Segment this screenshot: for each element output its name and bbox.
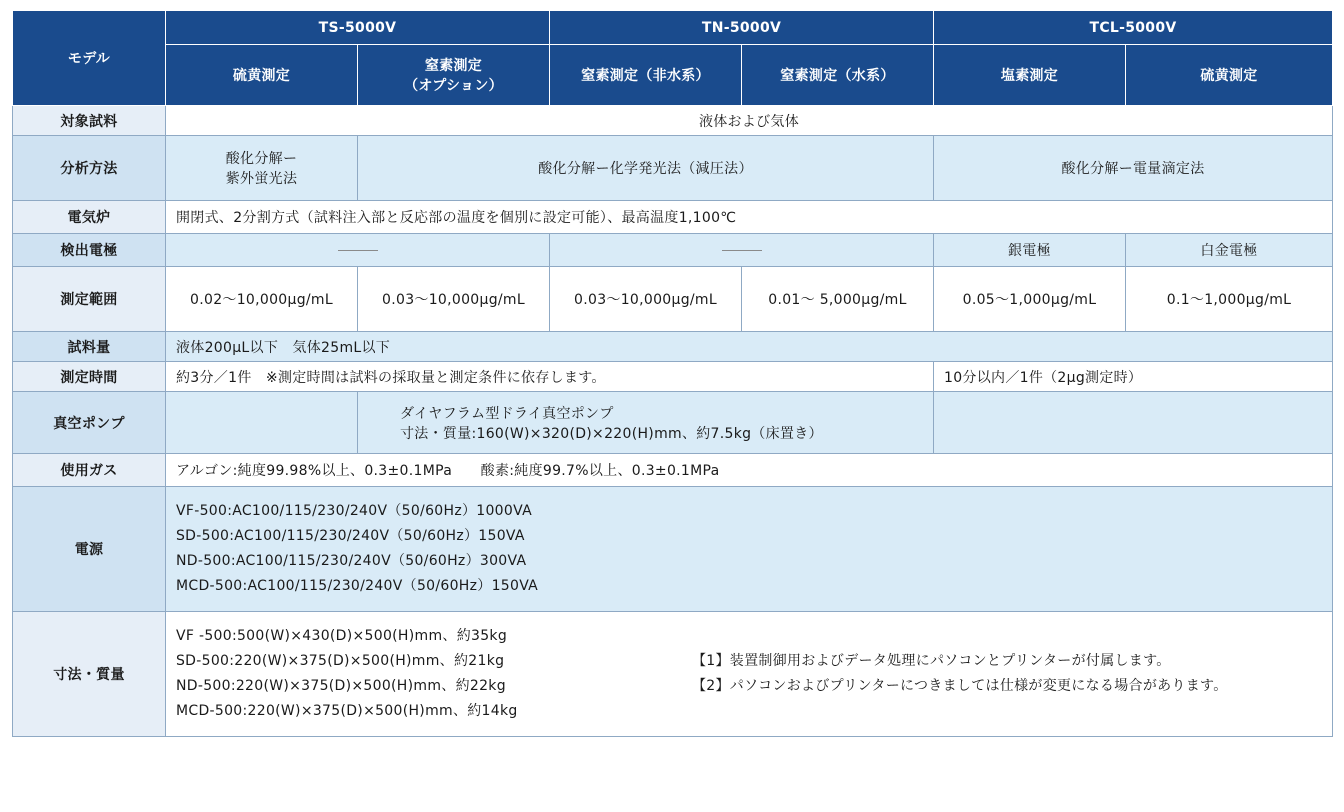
label-sample: 対象試料 (13, 106, 166, 136)
mode-ts-sulfur: 硫黄測定 (166, 45, 358, 106)
row-furnace (13, 201, 1333, 234)
size-line: SD-500:220(W)×375(D)×500(H)mm、約21kg (176, 653, 505, 669)
label-power: 電源 (13, 487, 166, 612)
label-range: 測定範囲 (13, 267, 166, 332)
row-time (13, 362, 1333, 392)
mode-tcl-sulfur: 硫黄測定 (1126, 45, 1333, 106)
method-ts-line2: 紫外蛍光法 (225, 171, 298, 187)
power-line: ND-500:AC100/115/230/240V（50/60Hz）300VA (176, 553, 527, 569)
spec-table-container (12, 10, 1332, 737)
pump-line1: ダイヤフラム型ドライ真空ポンプ (400, 405, 614, 422)
pump-line2: 寸法・質量:160(W)×320(D)×220(H)mm、約7.5kg（床置き） (400, 425, 823, 442)
value-range-tn-nonaqueous: 0.03～10,000μg/mL (550, 267, 742, 332)
label-gas: 使用ガス (13, 454, 166, 487)
value-range-ts-sulfur: 0.02～10,000μg/mL (166, 267, 358, 332)
row-power (13, 487, 1333, 612)
mode-ts-nitrogen-line1: 窒素測定 (424, 58, 483, 74)
value-range-tn-aqueous: 0.01～ 5,000μg/mL (742, 267, 934, 332)
label-pump: 真空ポンプ (13, 392, 166, 454)
row-range (13, 267, 1333, 332)
label-method: 分析方法 (13, 136, 166, 201)
size-line: MCD-500:220(W)×375(D)×500(H)mm、約14kg (176, 703, 518, 719)
value-electrode-ts (166, 234, 550, 267)
value-method-tn: 酸化分解ー化学発光法（減圧法） (358, 136, 934, 201)
value-size (166, 612, 742, 737)
dash-line (338, 250, 378, 251)
power-line: MCD-500:AC100/115/230/240V（50/60Hz）150VA (176, 578, 539, 594)
dash-line (722, 250, 762, 251)
value-amount: 液体200μL以下 気体25mL以下 (166, 332, 1333, 362)
value-pump-blank (166, 392, 358, 454)
mode-tn-aqueous: 窒素測定（水系） (742, 45, 934, 106)
spec-table (12, 10, 1333, 737)
value-time: 約3分／1件 ※測定時間は試料の採取量と測定条件に依存します。 (166, 362, 934, 392)
value-pump-tcl-blank (934, 392, 1333, 454)
value-method-ts (166, 136, 358, 201)
size-notes (692, 612, 1333, 737)
value-sample: 液体および気体 (166, 106, 1333, 136)
row-gas (13, 454, 1333, 487)
value-time-tcl: 10分以内／1件（2μg測定時） (934, 362, 1333, 392)
value-method-tcl: 酸化分解ー電量滴定法 (934, 136, 1333, 201)
value-electrode-silver: 銀電極 (934, 234, 1126, 267)
model-header-label: モデル (13, 11, 166, 106)
value-pump (358, 392, 934, 454)
value-furnace: 開閉式、2分割方式（試料注入部と反応部の温度を個別に設定可能）、最高温度1,100℃ (166, 201, 1333, 234)
value-gas: アルゴン:純度99.98%以上、0.3±0.1MPa 酸素:純度99.7%以上、0.3±0.1MPa (166, 454, 1333, 487)
value-power (166, 487, 1333, 612)
label-amount: 試料量 (13, 332, 166, 362)
power-line: VF-500:AC100/115/230/240V（50/60Hz）1000VA (176, 503, 532, 519)
model-tcl-5000v: TCL-5000V (934, 11, 1333, 45)
value-range-tcl-sulfur: 0.1～1,000μg/mL (1126, 267, 1333, 332)
row-method (13, 136, 1333, 201)
row-amount (13, 332, 1333, 362)
method-ts-line1: 酸化分解ー (225, 151, 298, 167)
mode-tcl-chlorine: 塩素測定 (934, 45, 1126, 106)
label-electrode: 検出電極 (13, 234, 166, 267)
size-line: VF -500:500(W)×430(D)×500(H)mm、約35kg (176, 628, 508, 644)
row-size (13, 612, 1333, 737)
label-furnace: 電気炉 (13, 201, 166, 234)
note-2: 【2】パソコンおよびプリンターにつきましては仕様が変更になる場合があります。 (692, 678, 1228, 694)
label-time: 測定時間 (13, 362, 166, 392)
row-pump (13, 392, 1333, 454)
mode-ts-nitrogen-option (358, 45, 550, 106)
value-range-tcl-chlorine: 0.05～1,000μg/mL (934, 267, 1126, 332)
mode-tn-nonaqueous: 窒素測定（非水系） (550, 45, 742, 106)
label-size: 寸法・質量 (13, 612, 166, 737)
power-line: SD-500:AC100/115/230/240V（50/60Hz）150VA (176, 528, 525, 544)
row-sample (13, 106, 1333, 136)
model-ts-5000v: TS-5000V (166, 11, 550, 45)
model-tn-5000v: TN-5000V (550, 11, 934, 45)
mode-ts-nitrogen-line2: （オプション） (404, 78, 503, 94)
value-electrode-platinum: 白金電極 (1126, 234, 1333, 267)
size-line: ND-500:220(W)×375(D)×500(H)mm、約22kg (176, 678, 506, 694)
value-range-ts-nitrogen: 0.03～10,000μg/mL (358, 267, 550, 332)
value-electrode-tn (550, 234, 934, 267)
row-electrode (13, 234, 1333, 267)
note-1: 【1】装置制御用およびデータ処理にパソコンとプリンターが付属します。 (692, 653, 1171, 669)
